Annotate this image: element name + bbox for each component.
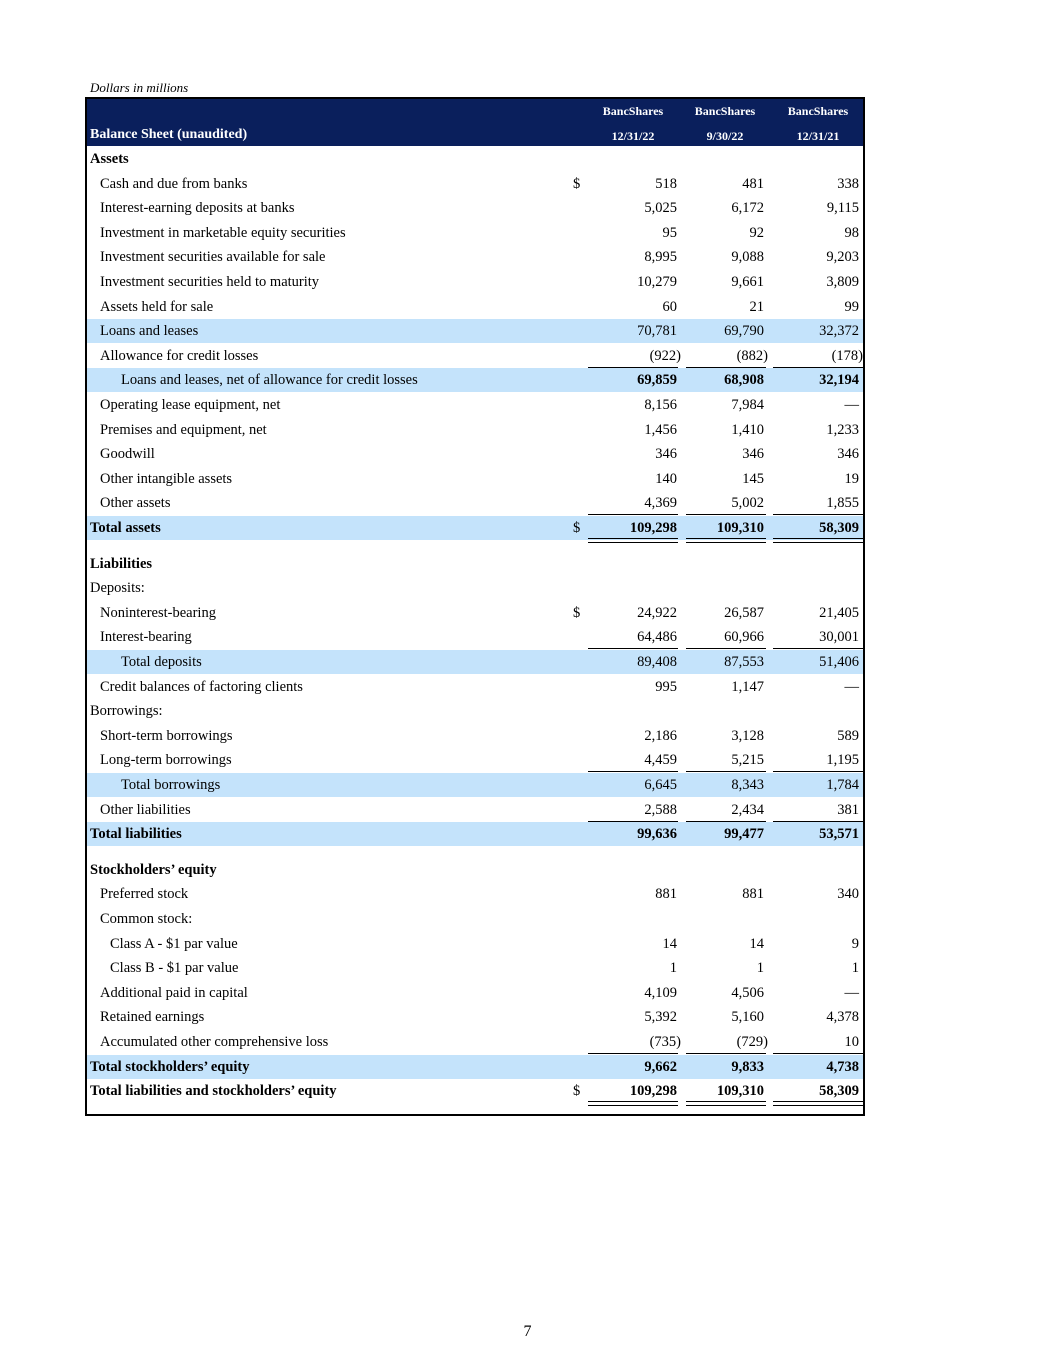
table-row xyxy=(87,576,863,600)
cell-value: 60,966 xyxy=(724,629,764,646)
row-label: Short-term borrowings xyxy=(100,727,233,744)
table-row xyxy=(87,724,863,748)
table-row xyxy=(87,858,863,882)
cell-value: 26,587 xyxy=(724,604,764,621)
cell-value: (729) xyxy=(736,1034,768,1050)
row-label: Borrowings: xyxy=(90,703,163,720)
row-label: Long-term borrowings xyxy=(100,752,232,769)
table-title: Balance Sheet (unaudited) xyxy=(90,127,248,142)
cell-value: 1,195 xyxy=(826,752,859,769)
table-row xyxy=(87,344,863,368)
cell-value: 53,571 xyxy=(819,826,859,843)
cell-value: 881 xyxy=(742,886,764,903)
row-label: Assets held for sale xyxy=(100,298,214,315)
row-label: Assets xyxy=(90,151,129,167)
cell-value: 5,160 xyxy=(731,1009,764,1026)
double-underline xyxy=(588,1101,678,1106)
cell-value: 346 xyxy=(837,446,859,463)
table-row xyxy=(87,418,863,442)
cell-value: 8,343 xyxy=(731,777,764,793)
cell-value: 70,781 xyxy=(637,323,677,340)
cell-value: — xyxy=(844,678,859,695)
cell-value: 14 xyxy=(749,935,764,952)
cell-value: 9,203 xyxy=(826,249,859,266)
cell-value: 87,553 xyxy=(724,654,764,670)
cell-value: 1,233 xyxy=(826,421,859,438)
table-row xyxy=(87,442,863,466)
cell-value: 64,486 xyxy=(637,629,677,646)
cell-value: 1 xyxy=(851,960,859,977)
cell-value: 99 xyxy=(844,298,859,315)
balance-sheet-table xyxy=(85,97,865,1116)
cell-value: 5,215 xyxy=(731,752,764,769)
table-row xyxy=(87,956,863,980)
cell-value: 109,298 xyxy=(629,520,677,536)
cell-value: 10,279 xyxy=(637,274,677,290)
table-row xyxy=(87,798,863,822)
cell-value: 140 xyxy=(655,470,677,487)
cell-value: 109,298 xyxy=(629,1083,677,1100)
cell-value: 1,410 xyxy=(731,421,764,438)
cell-value: (882) xyxy=(736,347,768,364)
column-date: 9/30/22 xyxy=(706,129,744,143)
row-label: Total liabilities and stockholders’ equity xyxy=(90,1083,337,1100)
row-label: Retained earnings xyxy=(100,1009,205,1026)
row-label: Other intangible assets xyxy=(100,470,233,487)
row-label: Noninterest-bearing xyxy=(100,604,216,621)
cell-value: 4,506 xyxy=(731,984,764,1001)
cell-value: 60 xyxy=(662,298,677,315)
currency-symbol: $ xyxy=(573,520,581,536)
cell-value: 7,984 xyxy=(731,397,764,413)
table-row xyxy=(87,196,863,220)
cell-value: 19 xyxy=(844,470,859,487)
cell-value: 9,833 xyxy=(731,1058,764,1075)
cell-value: 5,392 xyxy=(644,1009,677,1026)
row-label: Total liabilities xyxy=(90,826,182,843)
row-label: Loans and leases, net of allowance for credit losses xyxy=(121,372,418,389)
cell-value: 21,405 xyxy=(819,604,859,621)
cell-value: 8,995 xyxy=(644,249,677,266)
row-label: Interest-bearing xyxy=(100,629,192,646)
cell-value: 109,310 xyxy=(716,520,764,536)
table-row xyxy=(87,601,863,625)
table-row xyxy=(87,491,863,515)
table-row xyxy=(87,675,863,699)
currency-symbol: $ xyxy=(573,175,581,192)
cell-value: 69,859 xyxy=(637,372,677,389)
cell-value: 6,172 xyxy=(731,200,764,217)
row-label: Credit balances of factoring clients xyxy=(100,678,303,695)
cell-value: 2,186 xyxy=(644,727,677,744)
table-row xyxy=(87,1079,863,1103)
table-row xyxy=(87,1030,863,1054)
row-label: Total deposits xyxy=(121,654,202,670)
cell-value: 1,855 xyxy=(826,495,859,512)
cell-value: 9,661 xyxy=(731,274,764,290)
cell-value: 4,459 xyxy=(644,752,677,769)
table-row xyxy=(87,368,863,392)
cell-value: — xyxy=(844,984,859,1001)
cell-value: 95 xyxy=(662,224,677,241)
row-label: Common stock: xyxy=(100,911,193,927)
column-date: 12/31/22 xyxy=(611,129,655,143)
table-row xyxy=(87,221,863,245)
cell-value: 5,002 xyxy=(731,495,764,512)
row-label: Other liabilities xyxy=(100,801,191,818)
cell-value: 4,378 xyxy=(826,1009,859,1026)
double-underline xyxy=(588,538,678,543)
cell-value: 2,434 xyxy=(731,801,764,818)
cell-value: 1,784 xyxy=(826,777,859,793)
table-row xyxy=(87,516,863,540)
cell-value: 3,809 xyxy=(826,274,859,290)
table-row xyxy=(87,270,863,294)
row-label: Stockholders’ equity xyxy=(90,861,217,878)
double-underline xyxy=(773,538,863,543)
cell-value: (922) xyxy=(649,347,681,364)
row-label: Total stockholders’ equity xyxy=(90,1058,250,1075)
cell-value: 14 xyxy=(662,935,677,952)
cell-value: 109,310 xyxy=(716,1083,764,1100)
cell-value: (178) xyxy=(831,347,863,364)
cell-value: 1,456 xyxy=(644,421,677,438)
table-row xyxy=(87,625,863,649)
double-underline xyxy=(773,1101,863,1106)
row-label: Cash and due from banks xyxy=(100,175,248,192)
cell-value: 9,088 xyxy=(731,249,764,266)
units-note: Dollars in millions xyxy=(90,80,189,95)
table-row xyxy=(87,699,863,723)
cell-value: 68,908 xyxy=(724,372,764,389)
column-entity: BancShares xyxy=(787,104,849,118)
column-entity: BancShares xyxy=(602,104,664,118)
row-label: Additional paid in capital xyxy=(100,984,248,1001)
cell-value: 145 xyxy=(742,470,764,487)
cell-value: 4,369 xyxy=(644,495,677,512)
table-row xyxy=(87,147,863,171)
cell-value: 881 xyxy=(655,886,677,903)
row-label: Allowance for credit losses xyxy=(100,347,259,364)
cell-value: 6,645 xyxy=(644,777,677,793)
column-entity: BancShares xyxy=(694,104,756,118)
row-label: Class B - $1 par value xyxy=(110,960,239,977)
row-label: Preferred stock xyxy=(100,886,189,903)
table-row xyxy=(87,932,863,956)
cell-value: 1,147 xyxy=(731,678,764,695)
row-label: Total borrowings xyxy=(121,777,221,793)
cell-value: 995 xyxy=(655,678,677,695)
cell-value: 58,309 xyxy=(819,1083,859,1100)
table-row xyxy=(87,295,863,319)
cell-value: 9,662 xyxy=(644,1058,677,1075)
cell-value: 21 xyxy=(749,298,764,315)
currency-symbol: $ xyxy=(573,1083,581,1100)
cell-value: 3,128 xyxy=(731,727,764,744)
row-label: Investment in marketable equity securities xyxy=(100,224,346,241)
page-number: 7 xyxy=(523,1323,532,1340)
cell-value: 99,636 xyxy=(637,826,677,843)
row-label: Loans and leases xyxy=(100,323,199,340)
cell-value: 1 xyxy=(756,960,764,977)
column-date: 12/31/21 xyxy=(796,129,840,143)
cell-value: 32,194 xyxy=(819,372,859,389)
cell-value: 98 xyxy=(844,224,859,241)
table-row xyxy=(87,822,863,846)
table-row xyxy=(87,467,863,491)
cell-value: 4,738 xyxy=(826,1058,859,1075)
cell-value: 346 xyxy=(742,446,764,463)
cell-value: 4,109 xyxy=(644,984,677,1001)
cell-value: 9 xyxy=(851,935,859,952)
cell-value: 340 xyxy=(837,886,859,903)
cell-value: 518 xyxy=(655,175,677,192)
cell-value: 24,922 xyxy=(637,604,677,621)
table-row xyxy=(87,245,863,269)
row-label: Premises and equipment, net xyxy=(100,421,267,438)
row-label: Investment securities available for sale xyxy=(100,249,326,266)
table-row xyxy=(87,552,863,576)
cell-value: 481 xyxy=(742,175,764,192)
cell-value: 69,790 xyxy=(724,323,764,340)
row-label: Operating lease equipment, net xyxy=(100,397,281,413)
table-row xyxy=(87,172,863,196)
row-label: Total assets xyxy=(90,520,161,536)
cell-value: 5,025 xyxy=(644,200,677,217)
cell-value: 1 xyxy=(669,960,677,977)
cell-value: 8,156 xyxy=(644,397,677,413)
cell-value: 30,001 xyxy=(819,629,859,646)
cell-value: 58,309 xyxy=(819,520,859,536)
cell-value: 338 xyxy=(837,175,859,192)
row-label: Class A - $1 par value xyxy=(110,935,238,952)
cell-value: 9,115 xyxy=(826,200,859,217)
table-row xyxy=(87,650,863,674)
table-row xyxy=(87,319,863,343)
table-row xyxy=(87,773,863,797)
table-row xyxy=(87,748,863,772)
row-label: Goodwill xyxy=(100,446,155,463)
row-label: Investment securities held to maturity xyxy=(100,274,320,290)
cell-value: 381 xyxy=(837,801,859,818)
cell-value: — xyxy=(844,397,859,413)
cell-value: 51,406 xyxy=(819,654,859,670)
row-label: Liabilities xyxy=(90,555,153,572)
table-row xyxy=(87,981,863,1005)
cell-value: 589 xyxy=(837,727,859,744)
row-label: Deposits: xyxy=(90,580,145,597)
table-row xyxy=(87,882,863,906)
table-row xyxy=(87,907,863,931)
cell-value: 346 xyxy=(655,446,677,463)
table-row xyxy=(87,1055,863,1079)
cell-value: 89,408 xyxy=(637,654,677,670)
table-header xyxy=(87,99,863,146)
cell-value: 99,477 xyxy=(724,826,764,843)
cell-value: 2,588 xyxy=(644,801,677,818)
row-label: Interest-earning deposits at banks xyxy=(100,200,295,217)
row-label: Accumulated other comprehensive loss xyxy=(100,1034,329,1050)
cell-value: 10 xyxy=(844,1034,859,1050)
cell-value: 92 xyxy=(749,224,764,241)
currency-symbol: $ xyxy=(573,604,581,621)
row-label: Other assets xyxy=(100,495,171,512)
double-underline xyxy=(686,538,766,543)
table-row xyxy=(87,393,863,417)
cell-value: 32,372 xyxy=(819,323,859,340)
double-underline xyxy=(686,1101,766,1106)
table-row xyxy=(87,1005,863,1029)
cell-value: (735) xyxy=(649,1034,681,1050)
